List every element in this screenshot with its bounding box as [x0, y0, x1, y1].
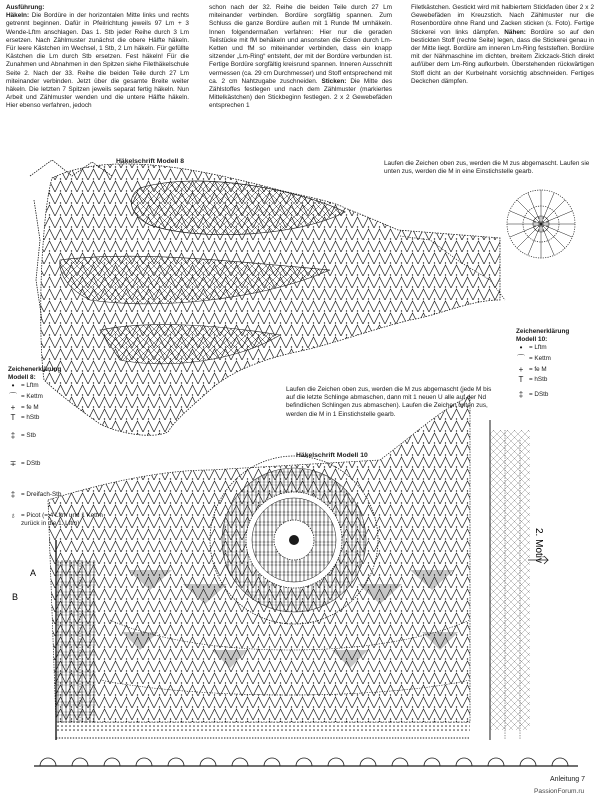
crochet-label: Häkeln:: [6, 12, 30, 20]
legend-10-row: [516, 375, 596, 386]
picot-row: [40, 758, 568, 766]
t-icon: T: [10, 413, 16, 423]
chart-8-note: Laufen die Zeichen oben zus, werden die M zus abgemascht. Laufen sie unten zus, werden die M in eine Einstichstelle gearb.: [384, 160, 590, 176]
dstb-icon: ‡: [518, 390, 524, 400]
marker-b: B: [12, 592, 19, 602]
legend-8-label: = Lftm: [21, 382, 39, 390]
legend-10-row: [516, 364, 596, 375]
legend-8-label: = fe M: [21, 403, 39, 411]
t-icon: T: [518, 375, 524, 385]
legend-8-subtitle: Modell 8:: [8, 373, 36, 381]
legend-10-label: = fe M: [529, 365, 547, 373]
plus-icon: +: [10, 402, 16, 412]
embroidery-label: Sticken:: [321, 77, 347, 85]
dot-icon: •: [11, 381, 15, 391]
legend-8-label: = Dreifach-Stb: [21, 491, 62, 499]
legend-8-row: [8, 480, 116, 512]
arc-icon: ⌒: [517, 353, 525, 363]
legend-10-title: Zeichenerklärung: [516, 328, 570, 335]
legend-8-row: [8, 512, 116, 528]
legend-8-row: [8, 381, 116, 392]
plus-icon: +: [518, 364, 524, 374]
arc-icon: ⌒: [9, 391, 17, 401]
legend-10-row: [516, 354, 596, 365]
legend-8-label: = Stb: [21, 432, 36, 440]
legend-modell-10: [516, 328, 596, 406]
legend-10-label: = hStb: [529, 376, 548, 384]
legend-10-row: [516, 386, 596, 406]
legend-8-label: = DStb: [21, 460, 41, 468]
page-label: Anleitung 7: [550, 776, 586, 783]
legend-8-label: = Picot (= 4 Lftm und 1 Kettm zurück in die 1. Lftm): [21, 511, 103, 527]
stb-icon: ‡: [10, 431, 16, 441]
legend-10-subtitle: Modell 10:: [516, 335, 548, 343]
crochet-text-continued: schon nach der 32. Reihe die beiden Teile durch 27 Lm miteinander verbinden. Bordüre sorgfältig spannen. Zum Schluss die ganze Bordüre außen mit 1 Runde fM umhäkeln. Innen folgendermaßen verfahren: Hier nur die geraden Teilstücke mit fM behäkeln und ansonsten die Ecken durch Lm-Ketten und fM so miteinander verbinden, dass ein knapp sitzender „Lm-Ring“ entsteht, der mit der Bordüre verbunden ist. Fertige Bordüre sorgfältig kreisrund spannen. Inneren Ausschnitt vermessen (ca. 29 cm Durchmesser) und Stoff entsprechend mit ca. 2 cm Nahtzugabe zuschneiden.: [209, 4, 392, 85]
legend-8-title: Zeichenerklärung: [8, 366, 62, 373]
dstb-icon: ∓: [9, 459, 17, 469]
chart-10-note: Laufen die Zeichen oben zus, werden die M zus abgemascht (jede M bis auf die letzte Schlinge abmaschen, dann mit 1 neuen U alle auf der Nd befindlichen Schlingen zus abmaschen). Laufen die Zeichen unten zus, werden die M in 1 Einstichstelle gearb.: [286, 386, 492, 418]
chart-8-title: Häkelschrift Modell 8: [116, 158, 184, 165]
motif-label: 2. Motiv: [533, 528, 544, 564]
instruction-heading: Ausführung:: [6, 4, 45, 11]
picot-icon: ♁: [10, 510, 16, 520]
legend-8-row: [8, 424, 116, 450]
legend-10-label: = Lftm: [529, 344, 547, 352]
legend-10-label: = DStb: [529, 391, 549, 399]
legend-modell-8: [8, 366, 116, 528]
legend-8-row: [8, 413, 116, 424]
embroidery-text-continued: Filetkästchen. Gestickt wird mit halbiertem Stickfaden über 2 x 2 Gewebefäden im Kreuzstich. Nach Zählmuster nur die Rosenbordüre ohne Rand und Zacken sticken (s. Foto). Fertige Stickerei von links dämpfen.: [411, 4, 594, 36]
sewing-label: Nähen:: [504, 28, 526, 36]
legend-8-row: [8, 392, 116, 403]
crochet-text: Die Bordüre in der horizontalen Mitte links und rechts getrennt beginnen. Dafür in Pfeilrichtung jeweils 97 Lm + 3 Wende-Lftm anschlagen. Das 1. Stb jeder Reihe durch 3 Lm ersetzen. Nach Zählmuster zunächst die obere Hälfte häkeln. Für leere Kästchen im Wechsel, 1 Stb, 2 Lm häkeln. Für gefüllte Kästchen die Lm durch Stb ersetzen. Fest häkeln! Für die Zunahmen und Abnahmen in den Spitzen siehe Filethäkelschule Seite 2. Nach der 33. Reihe die beiden Teile durch 27 Lm miteinander verbinden. Jetzt über die gesamte Breite weiter häkeln. Die letzten 7 Spitzen jeweils separat fertig häkeln. Nun Arbeit und Zählmuster wenden und die untere Hälfte häkeln. Hier ebenso verfahren, jedoch: [6, 12, 189, 110]
legend-10-row: [516, 343, 596, 354]
legend-8-row: [8, 450, 116, 480]
legend-8-row: [8, 402, 116, 413]
sewing-text: Bordüre so auf den bestickten Stoff (rechte Seite) legen, dass die Stickerei genau in der Mitte liegt. Bordüre am inneren Lm-Ring feststeften. Bordüre mit der Nähmaschine im dichten, breitem Zickzack-Stich direkt auf/über dem Lm-Ring aufkurbeln. Überstehenden rückwärtigen Stoff dicht an der Kurbelnaht vorsichtig abschneiden. Fertiges Deckchen dämpfen.: [411, 28, 595, 85]
legend-8-label: = hStb: [21, 414, 40, 422]
dot-icon: •: [519, 343, 523, 353]
embroidery-text: Die Mitte des Zählstoffes festlegen und nach dem Zählmuster (markiertes Mittelkästchen) den Stickbeginn festlegen. 2 x 2 Gewebefäden entsprechen 1: [209, 77, 393, 110]
chart-10-title: Häkelschrift Modell 10: [296, 452, 368, 459]
triple-stb-icon: ‡: [10, 490, 16, 500]
marker-a: A: [30, 568, 37, 578]
legend-8-label: = Kettm: [21, 392, 43, 400]
legend-10-label: = Kettm: [529, 354, 551, 362]
watermark: PassionForum.ru: [534, 788, 585, 795]
